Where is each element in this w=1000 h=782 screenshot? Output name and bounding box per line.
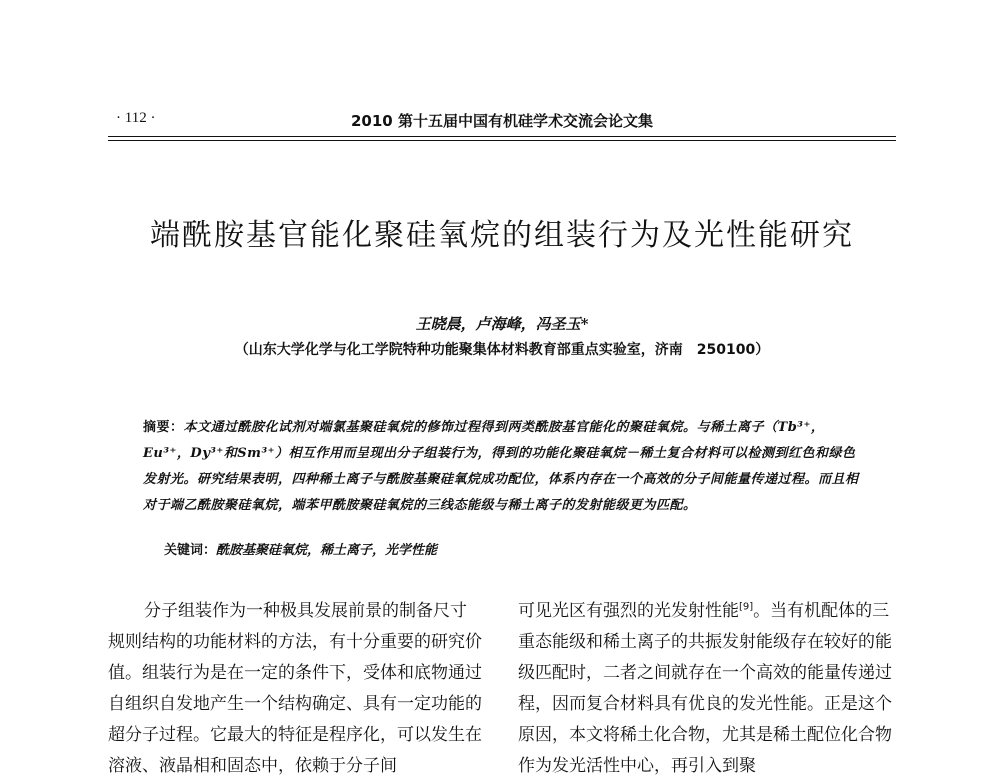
abstract — [143, 415, 863, 519]
affiliation: （山东大学化学与化工学院特种功能聚集体材料教育部重点实验室，济南 250100） — [234, 342, 770, 358]
left-column-text: 分子组装作为一种极具发展前景的制备尺寸规则结构的功能材料的方法，有十分重要的研究价值。组装行为是在一定的条件下，受体和底物通过自组织自发地产生一个结构确定、具有一定功能的超分子过程。它最大的特征是程序化，可以发生在溶液、液晶相和固态中，依赖于分子间 — [108, 601, 482, 776]
page-header — [108, 102, 896, 132]
keywords-text: 酰胺基聚硅氧烷，稀土离子，光学性能 — [216, 543, 438, 558]
authors: 王晓晨，卢海峰，冯圣玉* — [415, 315, 589, 333]
right-column-text-a: 可见光区有强烈的光发射性能 — [518, 601, 739, 621]
journal-title: 2010 第十五届中国有机硅学术交流会论文集 — [351, 112, 653, 130]
citation-ref[interactable]: [9] — [739, 601, 754, 613]
keywords-label: 关键词： — [164, 543, 217, 558]
abstract-label: 摘要： — [143, 420, 184, 435]
page-number: · 112 · — [116, 110, 156, 126]
paper-title: 端酰胺基官能化聚硅氧烷的组装行为及光性能研究 — [150, 218, 854, 253]
abstract-text: 本文通过酰胺化试剂对端氯基聚硅氧烷的修饰过程得到两类酰胺基官能化的聚硅氧烷。与稀土离子（Tb³⁺，Eu³⁺，Dy³⁺和Sm³⁺）相互作用而呈现出分子组装行为，得到的功能化聚硅氧烷－稀土复合材料可以检测到红色和绿色发射光。研究结果表明，四种稀土离子与酰胺基聚硅氧烷成功配位，体系内存在一个高效的分子间能量传递过程。而且相对于端乙酰胺聚硅氧烷，端苯甲酰胺聚硅氧烷的三线态能级与稀土离子的发射能级更为匹配。 — [143, 420, 859, 513]
header-rule-thin — [108, 140, 896, 141]
body-right-column — [518, 596, 896, 782]
header-rule — [108, 136, 896, 137]
keywords — [164, 541, 437, 561]
body-left-column — [108, 596, 482, 782]
right-column-text-b: 。当有机配体的三重态能级和稀土离子的共振发射能级存在较好的能级匹配时，二者之间就存在一个高效的能量传递过程，因而复合材料具有优良的发光性能。正是这个原因，本文将稀土化合物，尤其是稀土配位化合物作为发光活性中心，再引入到聚 — [518, 601, 892, 776]
